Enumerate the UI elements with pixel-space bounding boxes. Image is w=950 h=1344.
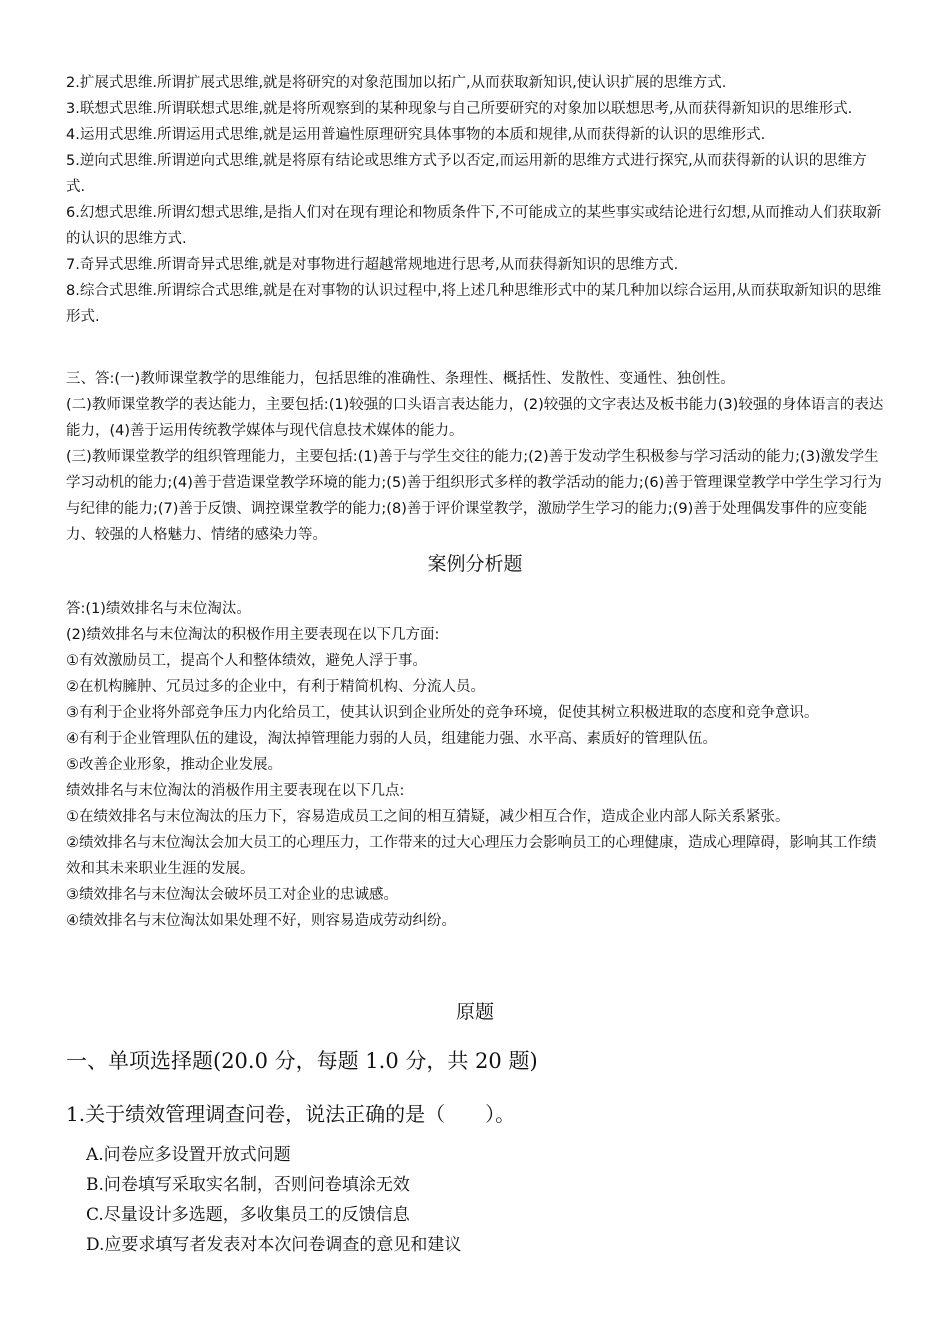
paragraph: 答:(1)绩效排名与末位淘汰。: [66, 601, 251, 617]
teaching-ability-answer: [0, 366, 950, 548]
question-text: 1.关于绩效管理调查问卷，说法正确的是（ ）。: [66, 1102, 516, 1126]
paragraph: 3.联想式思维.所谓联想式思维,就是将所观察到的某种现象与自己所要研究的对象加以联想思考,从而获得新知识的思维形式.: [66, 101, 853, 117]
paragraph: ②绩效排名与末位淘汰会加大员工的心理压力，工作带来的过大心理压力会影响员工的心理健康，造成心理障碍，影响其工作绩效和其未来职业生涯的发展。: [66, 835, 877, 877]
thinking-types-section: [0, 70, 950, 330]
option-b: B.问卷填写采取实名制，否则问卷填涂无效: [86, 1175, 410, 1195]
original-questions-heading: 原题: [455, 1001, 494, 1023]
paragraph: ①在绩效排名与末位淘汰的压力下，容易造成员工之间的相互猜疑，减少相互合作，造成企业内部人际关系紧张。: [66, 809, 790, 825]
paragraph: ④有利于企业管理队伍的建设，淘汰掉管理能力弱的人员，组建能力强、水平高、素质好的管理队伍。: [66, 731, 717, 747]
question-options: [86, 1140, 461, 1260]
paragraph: (二)教师课堂教学的表达能力，主要包括:(1)较强的口头语言表达能力，(2)较强的文字表达及板书能力(3)较强的身体语言的表达能力，(4)善于运用传统教学媒体与现代信息技术媒体的能力。: [66, 397, 884, 439]
paragraph: (2)绩效排名与末位淘汰的积极作用主要表现在以下几方面:: [66, 627, 440, 643]
paragraph: 2.扩展式思维.所谓扩展式思维,就是将研究的对象范围加以拓广,从而获取新知识,使认识扩展的思维方式.: [66, 75, 727, 91]
exam-section-title: 一、单项选择题(20.0 分，每题 1.0 分，共 20 题): [66, 1049, 538, 1073]
paragraph: 8.综合式思维.所谓综合式思维,就是在对事物的认识过程中,将上述几种思维形式中的某几种加以综合运用,从而获取新知识的思维形式.: [66, 283, 882, 325]
paragraph: ①有效激励员工，提高个人和整体绩效，避免人浮于事。: [66, 653, 427, 669]
paragraph: 三、答:(一)教师课堂教学的思维能力，包括思维的准确性、条理性、概括性、发散性、变通性、独创性。: [66, 371, 735, 387]
option-c: C.尽量设计多选题，多收集员工的反馈信息: [86, 1205, 410, 1225]
paragraph: 6.幻想式思维.所谓幻想式思维,是指人们对在现有理论和物质条件下,不可能成立的某些事实或结论进行幻想,从而推动人们获取新的认识的思维方式.: [66, 205, 882, 247]
option-a: A.问卷应多设置开放式问题: [86, 1145, 291, 1165]
paragraph: (三)教师课堂教学的组织管理能力，主要包括:(1)善于与学生交往的能力;(2)善于发动学生积极参与学习活动的能力;(3)激发学生学习动机的能力;(4)善于营造课堂教学环境的能力;(5)善于组织形式多样的教学活动的能力;(6)善于管理课堂教学中学生学习行为与纪律的能力;(7)善于反馈、调控课堂教学的能力;(8)善于评价课堂教学，激励学生学习的能力;(9)善于处理偶发事件的应变能力、较强的人格魅力、情绪的感染力等。: [66, 449, 882, 543]
paragraph: ②在机构臃肿、冗员过多的企业中，有利于精简机构、分流人员。: [66, 679, 485, 695]
paragraph: 绩效排名与末位淘汰的消极作用主要表现在以下几点:: [66, 783, 405, 799]
option-d: D.应要求填写者发表对本次问卷调查的意见和建议: [86, 1235, 462, 1255]
paragraph: ④绩效排名与末位淘汰如果处理不好，则容易造成劳动纠纷。: [66, 913, 456, 929]
paragraph: ③有利于企业将外部竞争压力内化给员工，使其认识到企业所处的竞争环境，促使其树立积极进取的态度和竞争意识。: [66, 705, 819, 721]
paragraph: ③绩效排名与末位淘汰会破坏员工对企业的忠诚感。: [66, 887, 398, 903]
paragraph: ⑤改善企业形象，推动企业发展。: [66, 757, 282, 773]
paragraph: 7.奇异式思维.所谓奇异式思维,就是对事物进行超越常规地进行思考,从而获得新知识的思维方式.: [66, 257, 679, 273]
case-analysis-heading: 案例分析题: [427, 553, 523, 575]
case-analysis-answer: [0, 596, 950, 934]
paragraph: 4.运用式思维.所谓运用式思维,就是运用普遍性原理研究具体事物的本质和规律,从而获得新的认识的思维形式.: [66, 127, 766, 143]
paragraph: 5.逆向式思维.所谓逆向式思维,就是将原有结论或思维方式予以否定,而运用新的思维方式进行探究,从而获得新的认识的思维方式.: [66, 153, 867, 195]
